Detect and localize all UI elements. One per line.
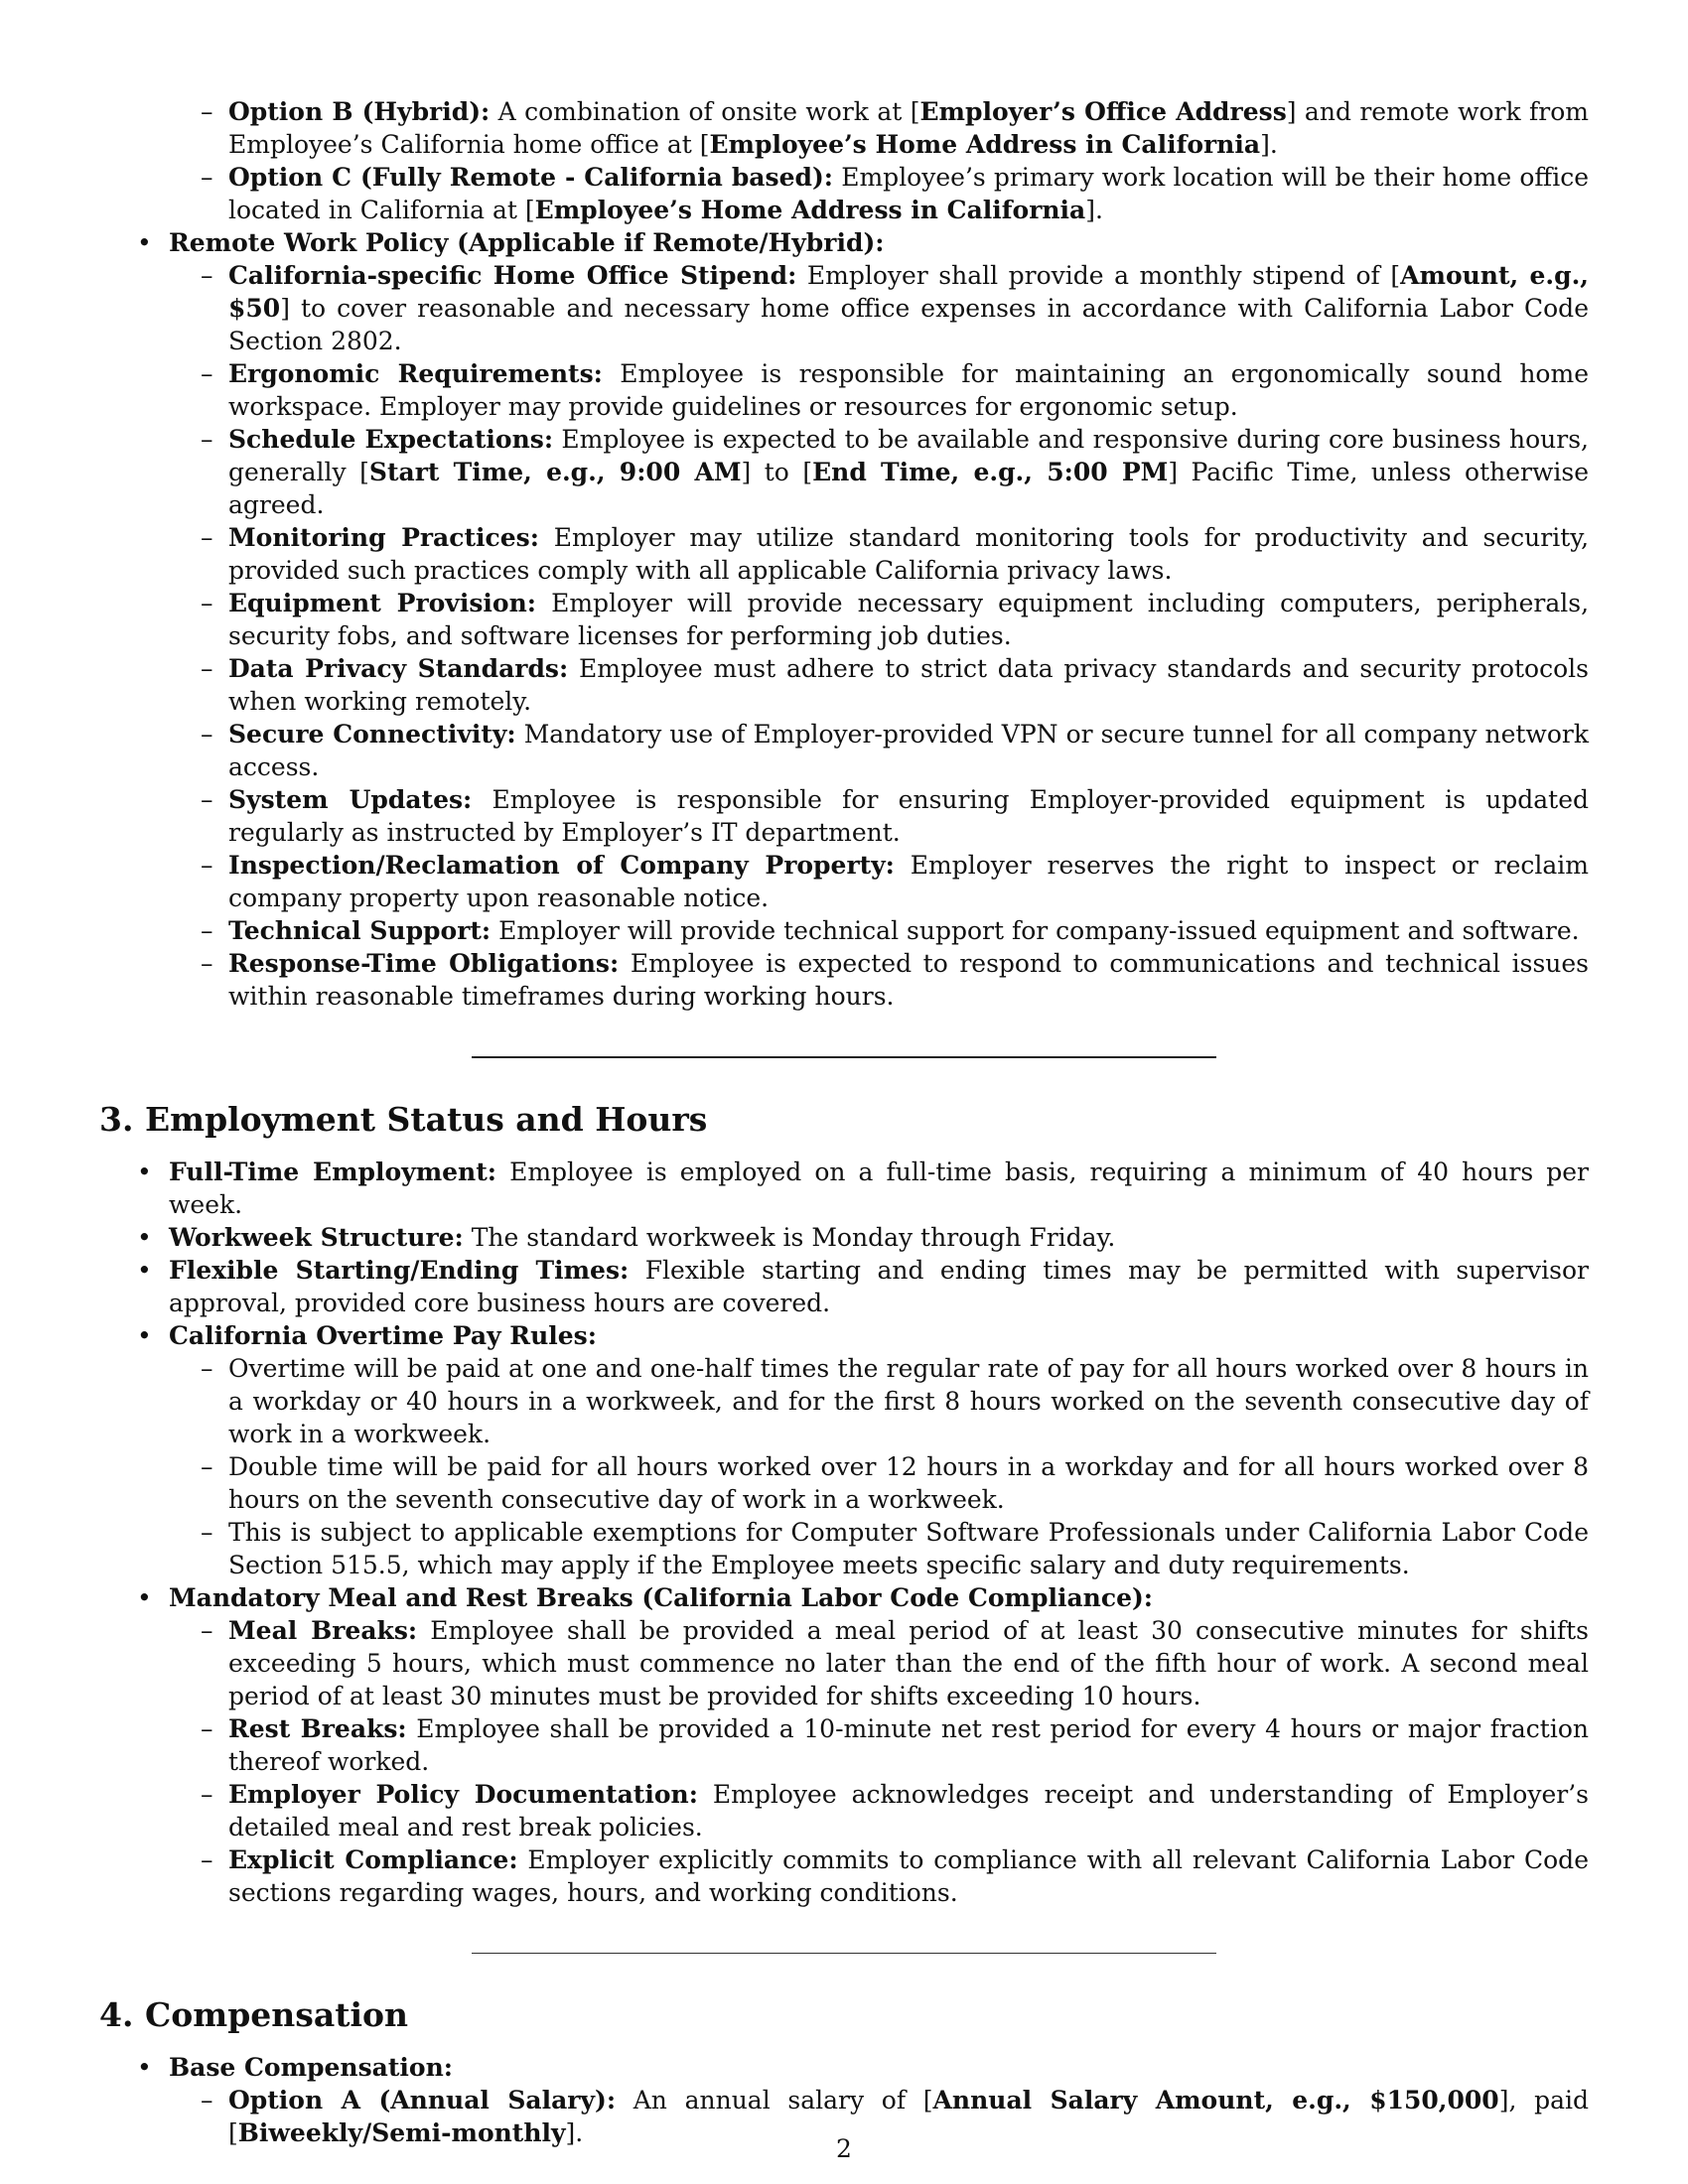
section-divider (472, 1056, 1216, 1058)
list-item: – Explicit Compliance: Employer explicitly commits to compliance with all relevant California Labor Code sections regarding wages, hours, and working conditions. (169, 1843, 1589, 1909)
breaks-item: • Mandatory Meal and Rest Breaks (California Labor Code Compliance): – Meal Breaks: Employee shall be provided a meal period of at least 30 consecutive minutes for shifts exceeding 5 hours, which must commence no later than the end of the fifth hour of work. A second meal period of at least 30 minutes must be provided for shifts exceeding 10 hours. – Rest Breaks: Employee shall be provided a 10-minute net rest period for every 4 hours or major fraction thereof worked. – Employer Policy Documentation: Employee acknowledges receipt and understanding of Employer’s detailed meal and rest break policies. – Explicit Compliance: Employer explicitly commits to compliance with all relevant California Labor Code sections regarding wages, hours, and working conditions. (99, 1581, 1589, 1909)
policy-item: – Technical Support: Employer will provide technical support for company-issued equipment and software. (169, 914, 1589, 947)
option-c-item: – Option C (Fully Remote - California based): Employee’s primary work location will be their home office located in California at [Employee’s Home Address in California]. (169, 161, 1589, 226)
list-item: – Double time will be paid for all hours worked over 12 hours in a workday and for all hours worked over 8 hours on the seventh consecutive day of work in a workweek. (169, 1450, 1589, 1516)
stipend-item: – California-specific Home Office Stipend: Employer shall provide a monthly stipend of [Amount, e.g., $50] to cover reasonable and necessary home office expenses in accordance with California Labor Code Section 2802. (169, 259, 1589, 357)
breaks-sublist (169, 1614, 1589, 1909)
remote-policy-item (99, 226, 1589, 1013)
policy-item: – Response-Time Obligations: Employee is expected to respond to communications and technical issues within reasonable timeframes during working hours. (169, 947, 1589, 1013)
list-item: • Flexible Starting/Ending Times: Flexible starting and ending times may be permitted with supervisor approval, provided core business hours are covered. (99, 1254, 1589, 1319)
list-item: – Rest Breaks: Employee shall be provided a 10-minute net rest period for every 4 hours or major fraction thereof worked. (169, 1712, 1589, 1778)
policy-item: – Equipment Provision: Employer will provide necessary equipment including computers, peripherals, security fobs, and software licenses for performing job duties. (169, 587, 1589, 652)
overtime-item: • California Overtime Pay Rules: – Overtime will be paid at one and one-half times the regular rate of pay for all hours worked over 8 hours in a workday or 40 hours in a workweek, and for the first 8 hours worked on the seventh consecutive day of work in a workweek. – Double time will be paid for all hours worked over 12 hours in a workday and for all hours worked over 8 hours on the seventh consecutive day of work in a workweek. – This is subject to applicable exemptions for Computer Software Professionals under California Labor Code Section 515.5, which may apply if the Employee meets specific salary and duty requirements. (99, 1319, 1589, 1581)
policy-item: – Secure Connectivity: Mandatory use of Employer-provided VPN or secure tunnel for all company network access. (169, 718, 1589, 783)
option-a-salary-item: – Option A (Annual Salary): An annual salary of [Annual Salary Amount, e.g., $150,000], paid [Biweekly/Semi-monthly]. (169, 2084, 1589, 2149)
list-item: – This is subject to applicable exemptions for Computer Software Professionals under California Labor Code Section 515.5, which may apply if the Employee meets specific salary and duty requirements. (169, 1516, 1589, 1581)
list-item: • Workweek Structure: The standard workweek is Monday through Friday. (99, 1221, 1589, 1254)
list-item: – Meal Breaks: Employee shall be provided a meal period of at least 30 consecutive minutes for shifts exceeding 5 hours, which must commence no later than the end of the fifth hour of work. A second meal period of at least 30 minutes must be provided for shifts exceeding 10 hours. (169, 1614, 1589, 1712)
section-3-list (99, 1156, 1589, 1909)
base-compensation-item: • Base Compensation: – Option A (Annual Salary): An annual salary of [Annual Salary Amount, e.g., $150,000], paid [Biweekly/Semi-monthly]. (99, 2051, 1589, 2149)
list-item: – Employer Policy Documentation: Employee acknowledges receipt and understanding of Employer’s detailed meal and rest break policies. (169, 1778, 1589, 1843)
policy-item: – System Updates: Employee is responsible for ensuring Employer-provided equipment is updated regularly as instructed by Employer’s IT department. (169, 783, 1589, 849)
page-content (99, 95, 1589, 2149)
ergonomic-item: – Ergonomic Requirements: Employee is responsible for maintaining an ergonomically sound home workspace. Employer may provide guidelines or resources for ergonomic setup. (169, 357, 1589, 423)
page-number: 2 (836, 2134, 852, 2163)
work-location-options (99, 95, 1589, 226)
policy-item: – Monitoring Practices: Employer may utilize standard monitoring tools for productivity and security, provided such practices comply with all applicable California privacy laws. (169, 521, 1589, 587)
policy-item: – Data Privacy Standards: Employee must adhere to strict data privacy standards and security protocols when working remotely. (169, 652, 1589, 718)
overtime-sublist (169, 1352, 1589, 1581)
remote-policy-heading: Remote Work Policy (Applicable if Remote/Hybrid): (169, 228, 885, 257)
section-divider (472, 1953, 1216, 1954)
option-b-item: – Option B (Hybrid): A combination of onsite work at [Employer’s Office Address] and remote work from Employee’s California home office at [Employee’s Home Address in California]. (169, 95, 1589, 161)
remote-policy-list (99, 226, 1589, 1013)
policy-item: – Inspection/Reclamation of Company Property: Employer reserves the right to inspect or reclaim company property upon reasonable notice. (169, 849, 1589, 914)
remote-policy-sublist (169, 259, 1589, 1013)
list-item: – Overtime will be paid at one and one-half times the regular rate of pay for all hours worked over 8 hours in a workday or 40 hours in a workweek, and for the first 8 hours worked on the seventh consecutive day of work in a workweek. (169, 1352, 1589, 1450)
list-item: • Full-Time Employment: Employee is employed on a full-time basis, requiring a minimum of 40 hours per week. (99, 1156, 1589, 1221)
section-4-heading: 4. Compensation (99, 1995, 408, 2034)
schedule-item: – Schedule Expectations: Employee is expected to be available and responsive during core business hours, generally [Start Time, e.g., 9:00 AM] to [End Time, e.g., 5:00 PM] Pacific Time, unless otherwise agreed. (169, 423, 1589, 521)
section-3-heading: 3. Employment Status and Hours (99, 1100, 708, 1139)
